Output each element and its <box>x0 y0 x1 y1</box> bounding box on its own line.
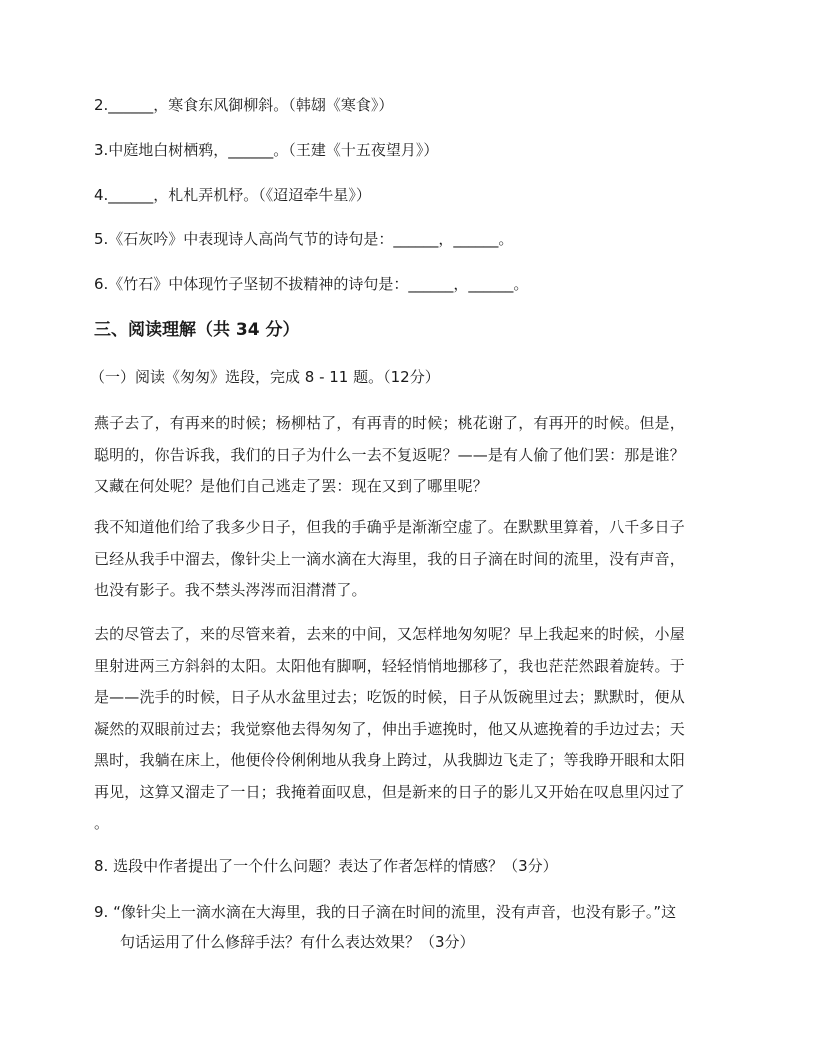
passage-line: 凝然的双眼前过去；我觉察他去得匆匆了，伸出手遮挽时，他又从遮挽着的手边过去；天 <box>94 719 685 738</box>
passage-line: 也没有影子。我不禁头涔涔而泪潸潸了。 <box>94 581 367 599</box>
poem-line-3: 3.中庭地白树栖鸦，______。（王建《十五夜望月》） <box>94 141 439 159</box>
poem-line-4: 4.______，札札弄机杼。（《迢迢牵牛星》） <box>94 186 371 204</box>
passage-line: 又藏在何处呢？是他们自己逃走了罢：现在又到了哪里呢？ <box>94 477 488 495</box>
passage-line: 黑时，我躺在床上，他便伶伶俐俐地从我身上跨过，从我脚边飞走了；等我睁开眼和太阳 <box>94 751 685 769</box>
poem-line-6: 6.《竹石》中体现竹子坚韧不拔精神的诗句是：______，______。 <box>94 275 529 293</box>
passage-paragraph-1 <box>94 408 724 503</box>
poem-line-2: 2.______，寒食东风御柳斜。（韩翃《寒食》） <box>94 96 394 114</box>
passage-line: 已经从我手中溜去，像针尖上一滴水滴在大海里，我的日子滴在时间的流里，没有声音， <box>94 549 685 568</box>
passage-line: 去的尽管去了，来的尽管来着，去来的中间，又怎样地匆匆呢？早上我起来的时候，小屋 <box>94 625 685 643</box>
question-text: 8. 选段中作者提出了一个什么问题？表达了作者怎样的情感？（3分） <box>94 857 558 875</box>
passage-paragraph-3 <box>94 619 724 840</box>
question-9 <box>94 897 676 957</box>
passage-line: 燕子去了，有再来的时候；杨柳枯了，有再青的时候；桃花谢了，有再开的时候。但是， <box>94 414 685 432</box>
passage-line: 我不知道他们给了我多少日子，但我的手确乎是渐渐空虚了。在默默里算着，八千多日子 <box>94 518 685 536</box>
passage-line: 里射进两三方斜斜的太阳。太阳他有脚啊，轻轻悄悄地挪移了，我也茫茫然跟着旋转。于 <box>94 656 685 675</box>
question-text: 句话运用了什么修辞手法？有什么表达效果？（3分） <box>120 933 475 951</box>
passage-paragraph-2 <box>94 512 724 607</box>
passage-line: 。 <box>94 814 110 832</box>
passage-line: 再见，这算又溜走了一日；我掩着面叹息，但是新来的日子的影儿又开始在叹息里闪过了 <box>94 782 685 801</box>
passage-line: 聪明的，你告诉我，我们的日子为什么一去不复返呢？——是有人偷了他们罢：那是谁？ <box>94 445 685 464</box>
reading-intro: （一）阅读《匆匆》选段，完成 8 - 11 题。（12分） <box>90 368 440 386</box>
section-title: 三、阅读理解（共 34 分） <box>94 320 300 340</box>
passage-line: 是——洗手的时候，日子从水盆里过去；吃饭的时候，日子从饭碗里过去；默默时，便从 <box>94 688 685 706</box>
question-text: 9. “像针尖上一滴水滴在大海里，我的日子滴在时间的流里，没有声音，也没有影子。”这 <box>94 903 677 921</box>
poem-line-5: 5.《石灰吟》中表现诗人高尚气节的诗句是：______，______。 <box>94 230 514 248</box>
question-8 <box>94 851 558 881</box>
